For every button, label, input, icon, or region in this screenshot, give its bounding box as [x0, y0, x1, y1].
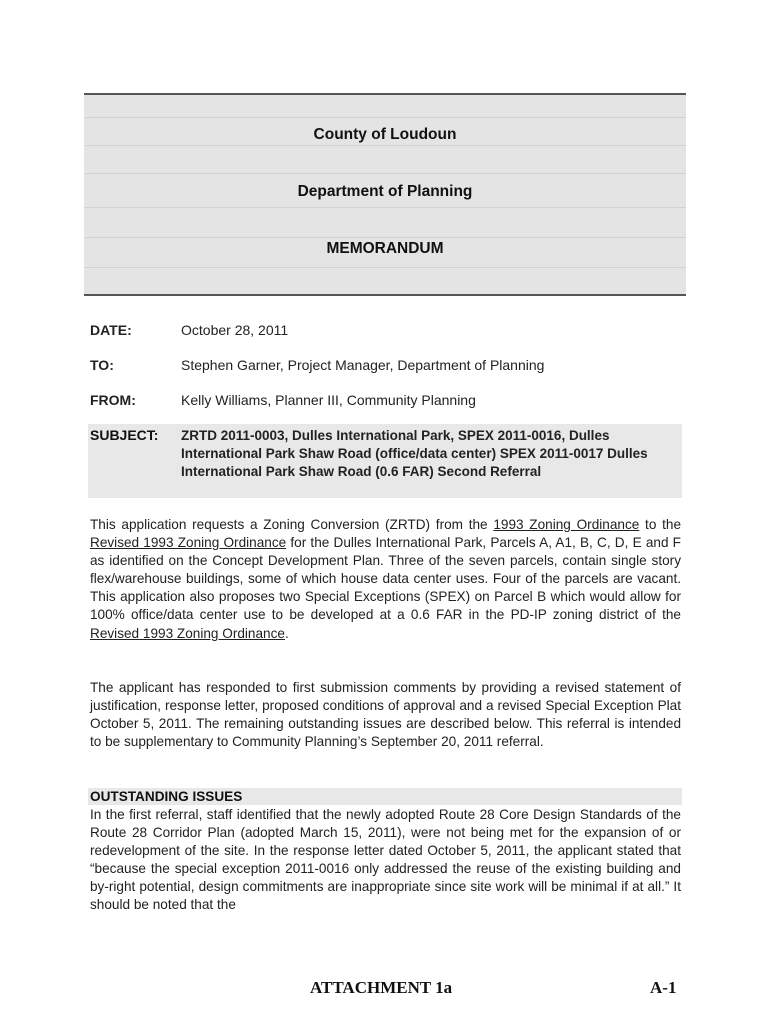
county-title: County of Loudoun — [313, 126, 457, 143]
p1-text-b: to the — [639, 517, 682, 532]
subject-value: ZRTD 2011-0003, Dulles International Park, SPEX 2011-0016, Dulles International Park Shaw Road (office/data center) SPEX 2011-0017 Dulles International Park Shaw Road (0.6 FAR) Second Referral — [181, 428, 648, 479]
subject-label: SUBJECT: — [90, 427, 159, 443]
ordinance-reference-revised-2: Revised 1993 Zoning Ordinance — [90, 625, 285, 641]
paragraph-outstanding: In the first referral, staff identified that the newly adopted Route 28 Core Design Standards of the Route 28 Corridor Plan (adopted March 15, 2011), were not being met for the expansion of or redevelopment of the site. In the response letter dated October 5, 2011, the applicant stated that “because the special exception 2011-0016 only addressed the reuse of the existing building and by-right potential, design commitments are inappropriate since site work will be minimal if at all.” It should be noted that the — [90, 807, 681, 913]
from-label: FROM: — [90, 392, 136, 408]
page-number: A-1 — [650, 978, 677, 997]
to-label: TO: — [90, 357, 114, 373]
attachment-label: ATTACHMENT 1a — [310, 978, 453, 997]
from-value: Kelly Williams, Planner III, Community Planning — [181, 392, 476, 408]
ordinance-reference-revised: Revised 1993 Zoning Ordinance — [90, 535, 287, 551]
p1-text-a: This application requests a Zoning Conversion (ZRTD) from the — [90, 517, 494, 532]
department-title: Department of Planning — [297, 183, 473, 200]
date-label: DATE: — [90, 322, 132, 338]
outstanding-issues-title: OUTSTANDING ISSUES — [90, 789, 243, 804]
date-value: October 28, 2011 — [181, 322, 289, 338]
paragraph-response: The applicant has responded to first submission comments by providing a revised statement of justification, response letter, proposed conditions of approval and a revised Special Exception Plat October 5, 2011. The remaining outstanding issues are described below. This referral is intended to be supplementary to Community Planning’s September 20, 2011 referral. — [90, 680, 681, 750]
subject-block — [88, 424, 682, 498]
ordinance-reference-1993: 1993 Zoning Ordinance — [493, 517, 640, 532]
paragraph-application — [90, 516, 681, 643]
p1-text-c: for the Dulles International Park, Parcels A, A1, B, C, D, E and F as identified on the Concept Development Plan. Three of the seven parcels, contain single story flex/warehouse buildings, some of which house data center uses. Four of the parcels are vacant. This application also proposes two Special Exceptions (SPEX) on Parcel B which would allow for 100% office/data center use to be developed at a 0.6 FAR in the PD-IP zoning district of the — [90, 535, 681, 623]
outstanding-issues-heading — [88, 788, 682, 805]
memorandum-title: MEMORANDUM — [326, 240, 444, 257]
p1-text-d: . — [284, 625, 289, 641]
to-value: Stephen Garner, Project Manager, Department of Planning — [181, 357, 545, 373]
memo-header — [84, 93, 686, 296]
